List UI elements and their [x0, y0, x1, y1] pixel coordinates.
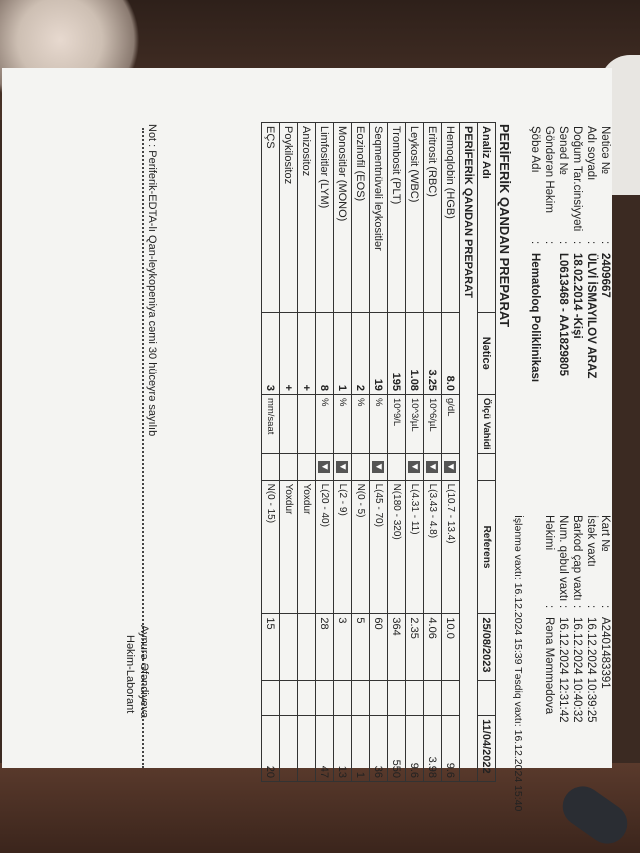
order-info-value: 16.12.2024 12:31:42	[557, 617, 569, 723]
unit: %	[352, 394, 370, 453]
order-info-row	[556, 515, 570, 775]
col-history-1: 25/08/2023	[478, 614, 496, 680]
flag	[334, 453, 352, 480]
analysis-name: Limfositlər (LYM)	[316, 123, 334, 313]
history-value-2	[280, 680, 298, 715]
processing-timeline: İşlənmə vaxtı: 16.12.2024 15:39 Təsdiq vaxtı: 16.12.2024 15:40	[512, 515, 524, 812]
unit: g/dL	[442, 394, 460, 453]
result-value: 8	[316, 312, 334, 394]
col-reference: Referens	[478, 480, 496, 614]
patient-info-row	[528, 126, 542, 426]
analysis-name: Eritrosit (RBC)	[424, 123, 442, 313]
patient-info-block	[528, 126, 612, 426]
history-value-3: 3.98	[424, 716, 442, 782]
unit: %	[334, 394, 352, 453]
history-value-3: 47	[316, 716, 334, 782]
patient-info-value: 2409667	[599, 253, 611, 298]
colon-separator: :	[585, 605, 597, 609]
signature-name: Aynurə Əfəndiyeva	[138, 625, 150, 719]
reference-range: L(10.7 - 13.4)	[442, 480, 460, 614]
history-value-1	[298, 614, 316, 680]
patient-info-label: Nəticə №	[599, 126, 611, 175]
history-value-1: 4.06	[424, 614, 442, 680]
down-arrow-icon: ▼	[373, 461, 384, 472]
result-value: 195	[388, 312, 406, 394]
colon-separator: :	[529, 241, 541, 245]
table-row	[262, 123, 280, 782]
down-arrow-icon: ▼	[427, 461, 438, 472]
order-info-row	[542, 515, 556, 775]
history-value-1: 10.0	[442, 614, 460, 680]
order-info-label: Barkod çap vaxtı	[571, 515, 583, 601]
table-row	[370, 123, 388, 782]
order-info-row	[570, 515, 584, 775]
unit: mm/saat	[262, 394, 280, 453]
patient-info-row	[542, 126, 556, 426]
table-row	[298, 123, 316, 782]
col-history-3: 11/04/2022	[478, 716, 496, 782]
order-info-value: 16.12.2024 10:40:32	[571, 617, 583, 723]
order-info-label: İstək vaxtı	[585, 515, 597, 567]
patient-info-row	[570, 126, 584, 426]
down-arrow-icon: ▼	[319, 461, 330, 472]
unit	[280, 394, 298, 453]
colon-separator: :	[571, 241, 583, 245]
history-value-2	[388, 680, 406, 715]
down-arrow-icon: ▼	[445, 461, 456, 472]
order-info-label: Kart №	[599, 515, 611, 552]
unit	[298, 394, 316, 453]
flag	[262, 453, 280, 480]
table-row	[442, 123, 460, 782]
flag	[352, 453, 370, 480]
down-arrow-icon: ▼	[409, 461, 420, 472]
report-note: Not : Periferik-EDTA-lı Qan-leykopeniya cəmi 30 hüceyrə sayılıb	[146, 124, 158, 437]
analysis-name: Poykilositoz	[280, 123, 298, 313]
unit: 10^3/µL	[406, 394, 424, 453]
patient-info-value: ÜLVİ İSMAYILOV ARAZ	[585, 253, 597, 379]
table-row	[388, 123, 406, 782]
colon-separator: :	[585, 241, 597, 245]
table-row	[424, 123, 442, 782]
results-table	[261, 122, 496, 782]
lab-report-sheet	[100, 120, 620, 812]
result-value: 3	[262, 312, 280, 394]
patient-info-label: Sənəd №	[557, 126, 569, 175]
colon-separator: :	[543, 605, 555, 609]
history-value-2	[334, 680, 352, 715]
flag	[316, 453, 334, 480]
reference-range: Yoxdur	[280, 480, 298, 614]
reference-range: L(20 - 40)	[316, 480, 334, 614]
history-value-3: 1	[352, 716, 370, 782]
flag	[424, 453, 442, 480]
table-row	[280, 123, 298, 782]
reference-range: L(45 - 70)	[370, 480, 388, 614]
reference-range: N(180 - 320)	[388, 480, 406, 614]
reference-range: L(2 - 9)	[334, 480, 352, 614]
reference-range: N(0 - 15)	[262, 480, 280, 614]
group-row	[460, 123, 478, 782]
history-value-2	[352, 680, 370, 715]
flag	[298, 453, 316, 480]
history-value-3: 36	[370, 716, 388, 782]
order-info-row	[584, 515, 598, 775]
result-value: 8.0	[442, 312, 460, 394]
history-value-2	[262, 680, 280, 715]
patient-info-row	[598, 126, 612, 426]
history-value-1: 15	[262, 614, 280, 680]
patient-info-row	[584, 126, 598, 426]
history-value-2	[424, 680, 442, 715]
order-info-label: Həkimi	[543, 515, 555, 551]
history-value-2	[298, 680, 316, 715]
flag	[370, 453, 388, 480]
down-arrow-icon: ▼	[337, 461, 348, 472]
history-value-1: 2.35	[406, 614, 424, 680]
history-value-2	[406, 680, 424, 715]
unit: 10^6/µL	[424, 394, 442, 453]
result-value: 2	[352, 312, 370, 394]
reference-range: L(3.43 - 4.8)	[424, 480, 442, 614]
analysis-name: Seqmentnüvəli leykositlər	[370, 123, 388, 313]
analysis-name: Monositlər (MONO)	[334, 123, 352, 313]
history-value-3: 9.6	[442, 716, 460, 782]
history-value-1: 3	[334, 614, 352, 680]
flag	[388, 453, 406, 480]
unit: 10^9/L	[388, 394, 406, 453]
patient-info-label: Adı soyadı	[585, 126, 597, 181]
col-flag	[478, 453, 496, 480]
patient-info-label: Göndərən Həkim	[543, 126, 555, 213]
signature-role: Həkim-Laborant	[124, 635, 136, 714]
result-value: 1	[334, 312, 352, 394]
unit: %	[370, 394, 388, 453]
reference-range: Yoxdur	[298, 480, 316, 614]
col-unit: Ölçü Vahidi	[478, 394, 496, 453]
col-result: Nəticə	[478, 312, 496, 394]
result-value: +	[298, 312, 316, 394]
history-value-3	[280, 716, 298, 782]
history-value-1: 364	[388, 614, 406, 680]
patient-info-label: Şöbə Adı	[529, 126, 541, 173]
group-label: PERİFERİK QANDAN PREPARAT	[460, 123, 478, 782]
patient-info-value: Hematoloq Poliklinikası	[529, 253, 541, 383]
analysis-name: Trombosit (PLT)	[388, 123, 406, 313]
history-value-1: 28	[316, 614, 334, 680]
history-value-1: 5	[352, 614, 370, 680]
order-info-label: Num. qəbul vaxtı	[557, 515, 569, 602]
order-info-row	[598, 515, 612, 775]
history-value-3: 9.6	[406, 716, 424, 782]
order-info-block	[542, 515, 612, 775]
history-value-2	[442, 680, 460, 715]
reference-range: L(4.31 - 11)	[406, 480, 424, 614]
colon-separator: :	[543, 241, 555, 245]
history-value-3: 550	[388, 716, 406, 782]
analysis-name: Leykosit (WBC)	[406, 123, 424, 313]
history-value-3	[298, 716, 316, 782]
flag	[280, 453, 298, 480]
reference-range: N(0 - 5)	[352, 480, 370, 614]
result-value: 3.25	[424, 312, 442, 394]
analysis-name: Hemoqlobin (HGB)	[442, 123, 460, 313]
analysis-name: Anizositoz	[298, 123, 316, 313]
history-value-3: 13	[334, 716, 352, 782]
analysis-name: Eozinofil (EOS)	[352, 123, 370, 313]
history-value-2	[316, 680, 334, 715]
patient-info-value: 18.02.2014 -Kişi	[571, 253, 583, 339]
table-row	[406, 123, 424, 782]
flag	[406, 453, 424, 480]
col-analysis-name: Analiz Adı	[478, 123, 496, 313]
order-info-value: Rəna Məmmədova	[543, 617, 555, 715]
history-value-2	[370, 680, 388, 715]
result-value: +	[280, 312, 298, 394]
colon-separator: :	[571, 605, 583, 609]
section-title: PERİFERİK QANDAN PREPARAT	[497, 124, 512, 328]
history-value-1: 60	[370, 614, 388, 680]
flag	[442, 453, 460, 480]
patient-info-value: L0613468 - AA1829805	[557, 253, 569, 376]
history-value-3: 20	[262, 716, 280, 782]
table-row	[352, 123, 370, 782]
order-info-value: 16.12.2024 10:39:25	[585, 617, 597, 723]
col-history-2	[478, 680, 496, 715]
result-value: 1.08	[406, 312, 424, 394]
unit: %	[316, 394, 334, 453]
order-info-value: A2401483391	[599, 617, 611, 689]
patient-info-label: Doğum Tar.cinsiyyəti	[571, 126, 583, 232]
table-row	[316, 123, 334, 782]
patient-info-row	[556, 126, 570, 426]
colon-separator: :	[599, 605, 611, 609]
colon-separator: :	[557, 605, 569, 609]
analysis-name: EÇS	[262, 123, 280, 313]
colon-separator: :	[557, 241, 569, 245]
table-row	[334, 123, 352, 782]
result-value: 19	[370, 312, 388, 394]
history-value-1	[280, 614, 298, 680]
colon-separator: :	[599, 241, 611, 245]
table-header-row	[478, 123, 496, 782]
